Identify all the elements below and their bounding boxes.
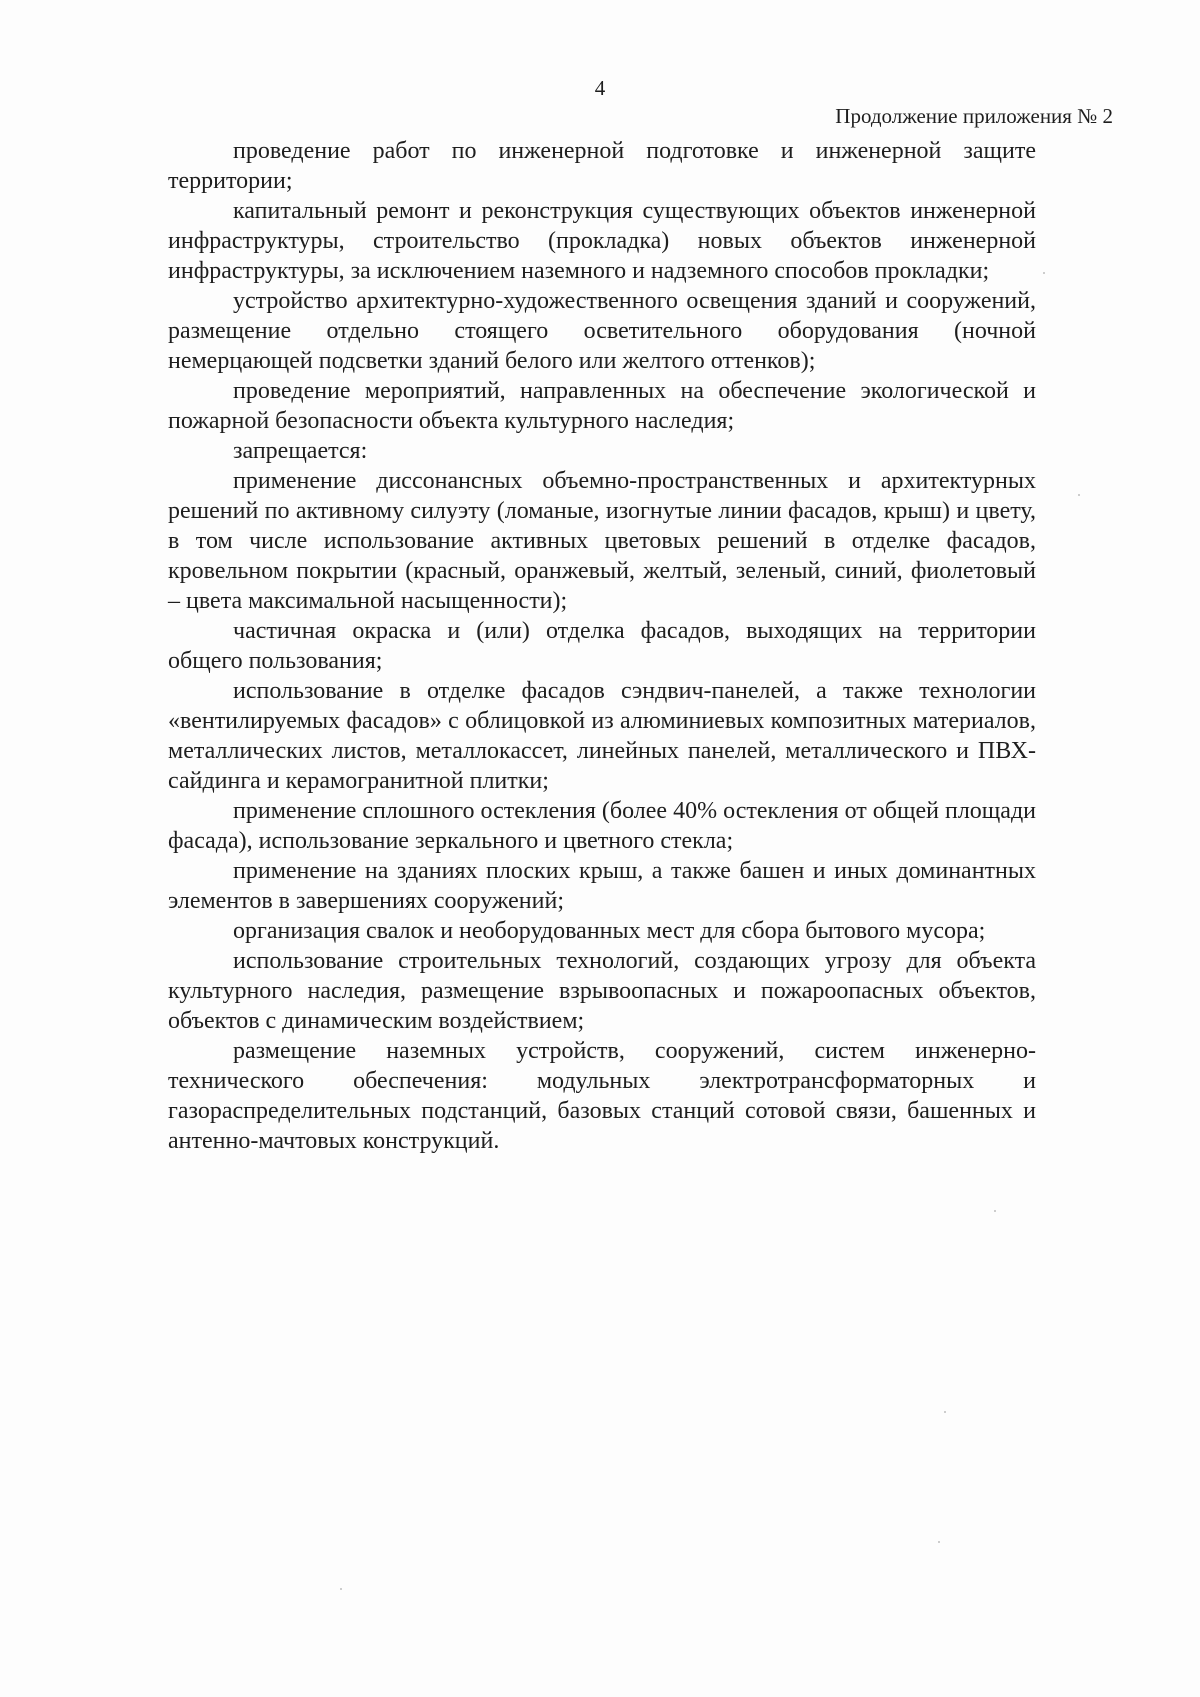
paragraph: запрещается:: [233, 438, 368, 464]
page-number: 4: [594, 76, 606, 100]
scan-speck: [944, 1411, 946, 1413]
paragraph: использование в отделке фасадов сэндвич-панелей, а также технологии «вентилируемых фасадов» с облицовкой из алюминиевых композитных материалов, металлических листов, металлокассет, линейных панелей, металлического и ПВХ-сайдинга и керамогранитной плитки;: [168, 678, 1036, 794]
paragraph: проведение мероприятий, направленных на обеспечение экологической и пожарной безопасности объекта культурного наследия;: [168, 378, 1036, 434]
scan-speck: [340, 1588, 342, 1590]
continuation-note: Продолжение приложения № 2: [835, 104, 1113, 128]
paragraph: устройство архитектурно-художественного освещения зданий и сооружений, размещение отдельно стоящего осветительного оборудования (ночной немерцающей подсветки зданий белого или желтого оттенков);: [168, 288, 1036, 374]
body-text: [168, 136, 1036, 1156]
paragraph: капитальный ремонт и реконструкция существующих объектов инженерной инфраструктуры, строительство (прокладка) новых объектов инженерной инфраструктуры, за исключением наземного и надземного способов прокладки;: [168, 198, 1036, 284]
paragraph: применение на зданиях плоских крыш, а также башен и иных доминантных элементов в завершениях сооружений;: [168, 858, 1036, 914]
paragraph: проведение работ по инженерной подготовке и инженерной защите территории;: [168, 138, 1036, 194]
paragraph: использование строительных технологий, создающих угрозу для объекта культурного наследия, размещение взрывоопасных и пожароопасных объектов, объектов с динамическим воздействием;: [168, 948, 1036, 1034]
paragraph: размещение наземных устройств, сооружений, систем инженерно-технического обеспечения: модульных электротрансформаторных и газораспределительных подстанций, базовых станций сотовой связи, башенных и антенно-мачтовых конструкций.: [168, 1038, 1036, 1154]
paragraph: организация свалок и необорудованных мест для сбора бытового мусора;: [233, 918, 986, 944]
scan-speck: [1043, 272, 1045, 274]
scan-speck: [938, 1541, 940, 1543]
paragraph: применение диссонансных объемно-пространственных и архитектурных решений по активному силуэту (ломаные, изогнутые линии фасадов, крыш) и цвету, в том числе использование активных цветовых решений в отделке фасадов, кровельном покрытии (красный, оранжевый, желтый, зеленый, синий, фиолетовый – цвета максимальной насыщенности);: [168, 468, 1036, 614]
paragraph: применение сплошного остекления (более 40% остекления от общей площади фасада), использование зеркального и цветного стекла;: [168, 798, 1036, 854]
scan-speck: [1078, 494, 1080, 496]
paragraph: частичная окраска и (или) отделка фасадов, выходящих на территории общего пользования;: [168, 618, 1036, 674]
scan-speck: [994, 1210, 996, 1212]
